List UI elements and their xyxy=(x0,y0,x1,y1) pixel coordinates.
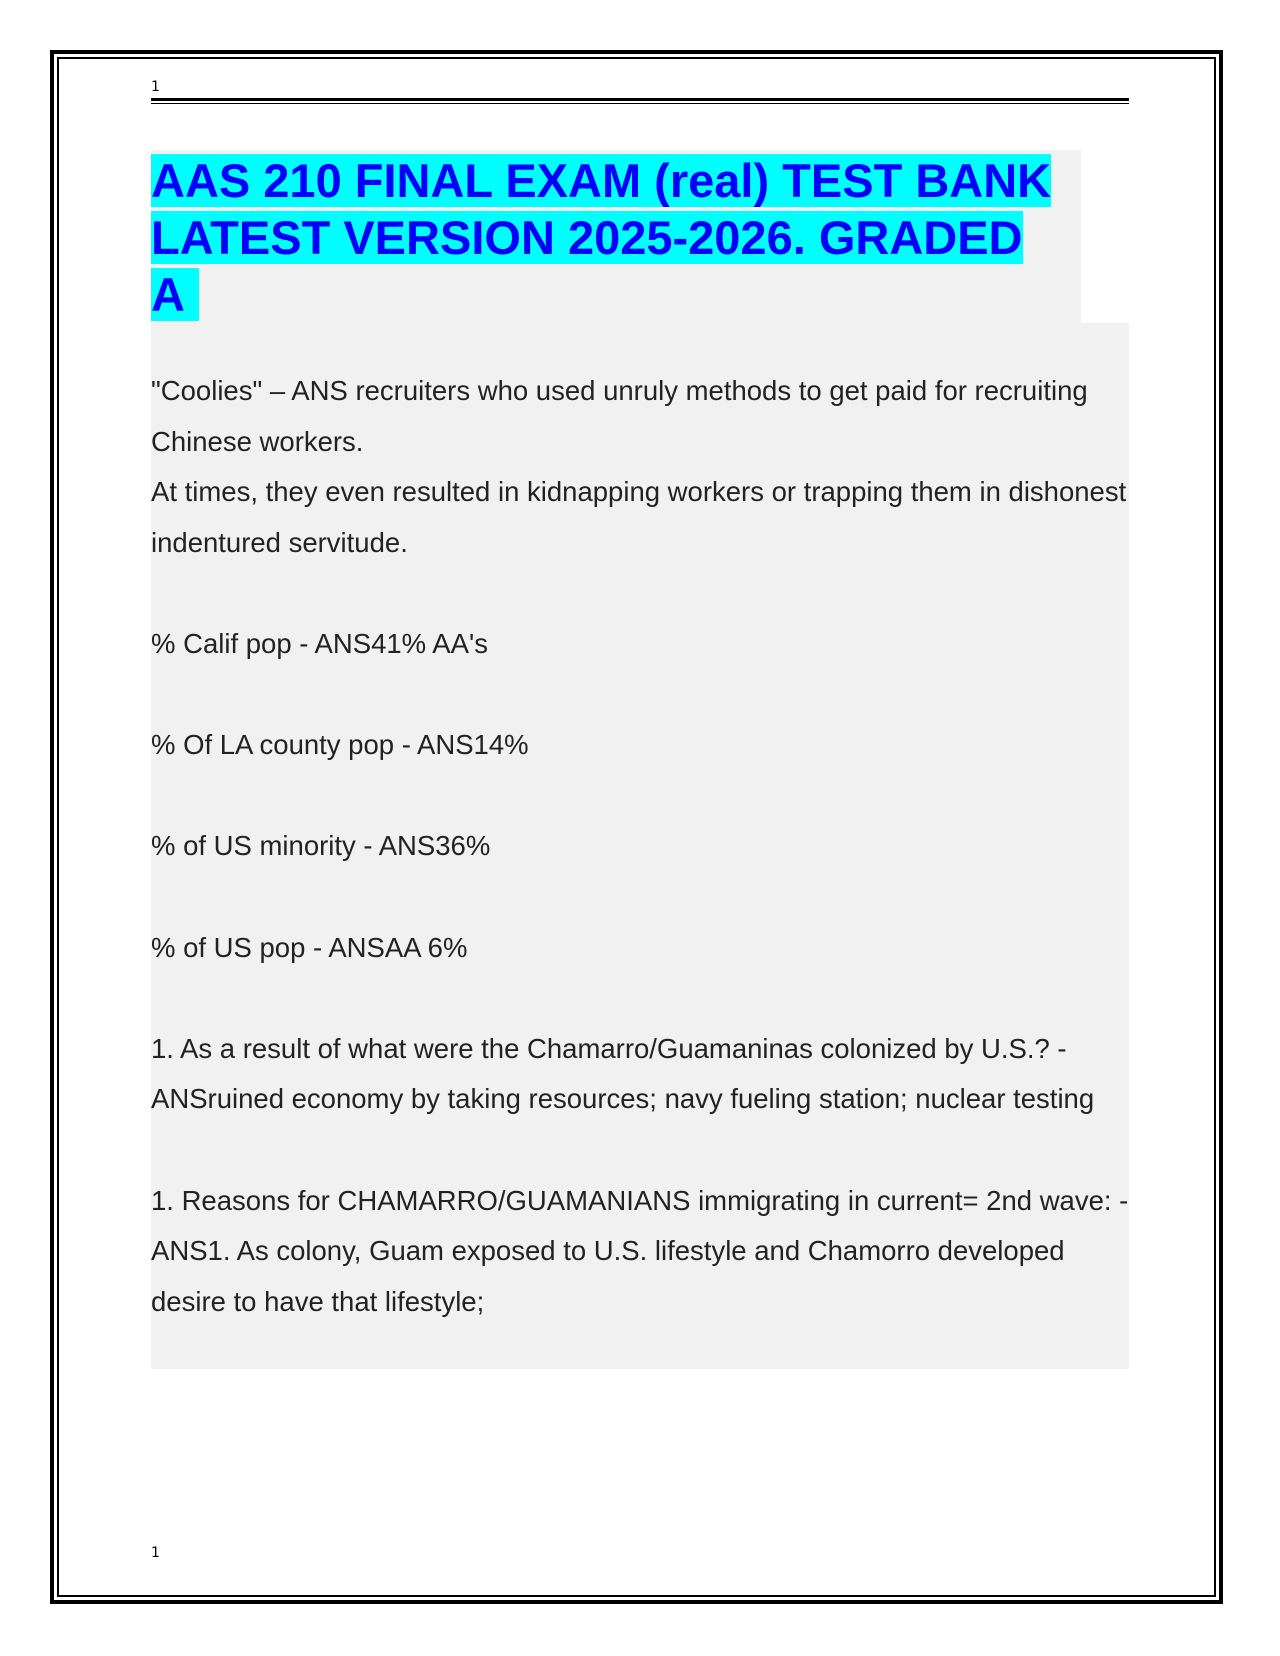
document-body xyxy=(151,366,1131,1327)
header-page-number: 1 xyxy=(151,79,160,95)
document-title-text: AAS 210 FINAL EXAM (real) TEST BANK LATEST VERSION 2025-2026. GRADED A xyxy=(151,154,1052,321)
paragraph-us-minority: % of US minority - ANS36% xyxy=(151,830,491,862)
document-title xyxy=(151,152,1081,323)
paragraph-calif-pop: % Calif pop - ANS41% AA's xyxy=(151,627,488,659)
paragraph-coolies-continued: At times, they even resulted in kidnapping workers or trapping them in dishonest indentured servitude. xyxy=(151,476,1127,558)
footer-page-number: 1 xyxy=(151,1545,160,1561)
header-rule-thin xyxy=(151,103,1129,104)
header-rule xyxy=(151,98,1129,101)
paragraph-chamarro-immigrating: 1. Reasons for CHAMARRO/GUAMANIANS immigrating in current= 2nd wave: - ANS1. As colony, Guam exposed to U.S. lifestyle and Chamorro developed desire to have that lifestyle; xyxy=(151,1184,1129,1317)
paragraph-la-county-pop: % Of LA county pop - ANS14% xyxy=(151,729,529,761)
paragraph-coolies: "Coolies" – ANS recruiters who used unruly methods to get paid for recruiting Chinese workers. xyxy=(151,375,1088,457)
paragraph-chamarro-colonized: 1. As a result of what were the Chamarro/Guamaninas colonized by U.S.? - ANSruined economy by taking resources; navy fueling station; nuclear testing xyxy=(151,1032,1095,1115)
paragraph-us-pop: % of US pop - ANSAA 6% xyxy=(151,931,468,963)
